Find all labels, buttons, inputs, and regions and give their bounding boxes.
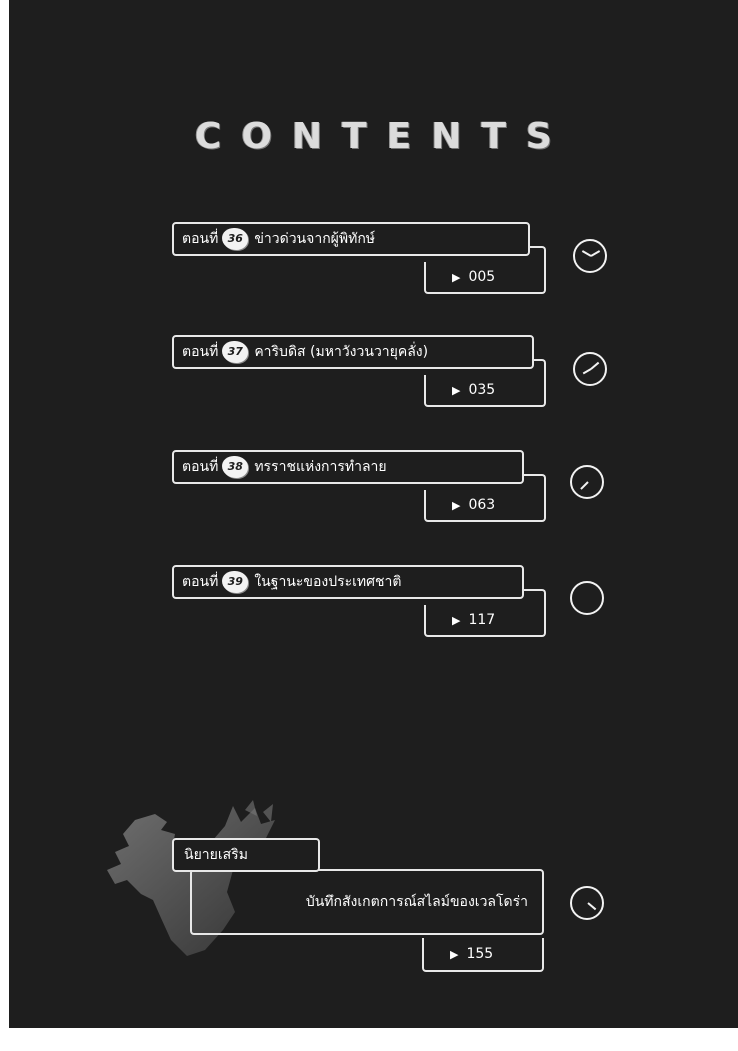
- clock-hand: [587, 902, 596, 910]
- chapter-page-box: [424, 375, 546, 407]
- chapter-prefix: ตอนที่: [182, 231, 219, 247]
- extra-story-label: นิยายเสริม: [172, 838, 320, 872]
- clock-icon: [570, 581, 604, 615]
- chapter-title: ในฐานะของประเทศชาติ: [254, 574, 402, 590]
- chapter-number-badge: 36: [222, 228, 248, 250]
- clock-hand: [582, 250, 592, 257]
- clock-icon: [570, 465, 604, 499]
- chapter-prefix: ตอนที่: [182, 574, 219, 590]
- chapter-entry-39[interactable]: [172, 565, 632, 655]
- chapter-entry-36[interactable]: [172, 222, 632, 312]
- chapter-title: ทรราชแห่งการทำลาย: [254, 459, 387, 475]
- page-title: CONTENTS: [195, 116, 572, 157]
- triangle-right-icon: ▶: [452, 498, 461, 512]
- triangle-right-icon: ▶: [452, 613, 461, 627]
- chapter-number-badge: 39: [222, 571, 248, 593]
- chapter-entry-37[interactable]: [172, 335, 632, 425]
- extra-story-title[interactable]: บันทึกสังเกตการณ์สไลม์ของเวลโดร่า: [190, 869, 544, 935]
- clock-hand: [590, 362, 599, 370]
- chapter-title: ข่าวด่วนจากผู้พิทักษ์: [254, 231, 376, 247]
- extra-story-page-box: [422, 938, 544, 972]
- triangle-right-icon: ▶: [452, 383, 461, 397]
- triangle-right-icon: ▶: [450, 947, 459, 961]
- contents-page: [9, 0, 738, 1028]
- chapter-title-box: [172, 335, 534, 369]
- chapter-page-box: [424, 605, 546, 637]
- clock-icon: [573, 239, 607, 273]
- connector-line: [522, 589, 546, 605]
- chapter-page-number: 005: [468, 269, 496, 285]
- chapter-title-box: [172, 565, 524, 599]
- chapter-page-number: 117: [468, 612, 496, 628]
- triangle-right-icon: ▶: [452, 270, 461, 284]
- chapter-page-box: [424, 262, 546, 294]
- chapter-page-number: 063: [468, 497, 496, 513]
- chapter-number-badge: 38: [222, 456, 248, 478]
- chapter-prefix: ตอนที่: [182, 344, 219, 360]
- chapter-title-box: [172, 222, 530, 256]
- clock-icon: [573, 352, 607, 386]
- chapter-title-box: [172, 450, 524, 484]
- clock-hand: [583, 368, 592, 374]
- clock-icon: [570, 886, 604, 920]
- connector-line: [522, 474, 546, 490]
- chapter-number-badge: 37: [222, 341, 248, 363]
- extra-story-page-number: 155: [466, 946, 494, 962]
- chapter-page-number: 035: [468, 382, 496, 398]
- clock-hand: [580, 481, 588, 489]
- chapter-prefix: ตอนที่: [182, 459, 219, 475]
- chapter-page-box: [424, 490, 546, 522]
- clock-hand: [591, 250, 601, 257]
- chapter-title: คาริบดิส (มหาวังวนวายุคลั่ง): [254, 344, 429, 360]
- chapter-entry-38[interactable]: [172, 450, 632, 540]
